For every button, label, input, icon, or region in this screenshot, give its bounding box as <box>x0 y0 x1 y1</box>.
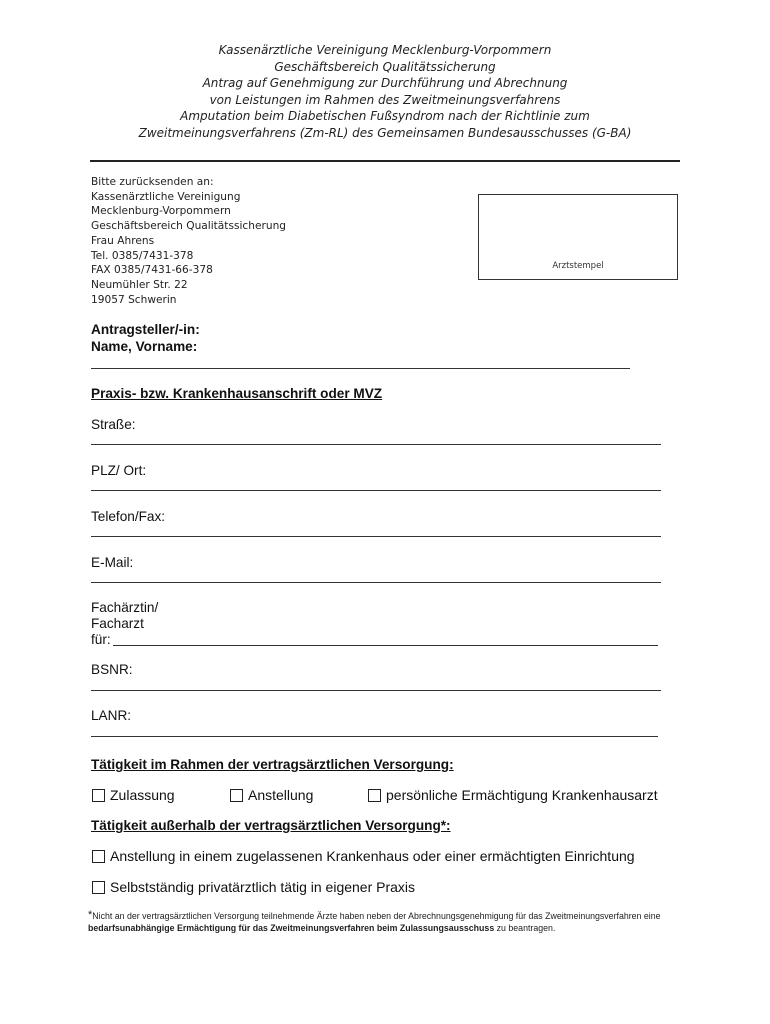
specialist-label-1: Fachärztin/ <box>91 600 159 615</box>
lanr-label: LANR: <box>91 708 132 723</box>
checkbox[interactable] <box>368 789 381 802</box>
footnote-asterisk: * <box>88 909 93 921</box>
street-input-line[interactable] <box>91 444 661 445</box>
header-line: Antrag auf Genehmigung zur Durchführung und Abrechnung <box>202 76 568 91</box>
footnote-text: Nicht an der vertragsärztlichen Versorgung teilnehmende Ärzte haben neben der Abrechnungsgenehmigung für das Zweitmeinungsverfahren eine <box>92 911 661 921</box>
document-header <box>60 42 710 142</box>
city-input-line[interactable] <box>91 490 661 491</box>
option-label: Anstellung <box>248 787 314 803</box>
city-label: PLZ/ Ort: <box>91 463 147 478</box>
address-line: Kassenärztliche Vereinigung <box>91 190 241 203</box>
address-line: Mecklenburg-Vorpommern <box>91 205 231 218</box>
checkbox[interactable] <box>92 850 105 863</box>
address-line: 19057 Schwerin <box>91 293 177 306</box>
option-krankenhaus-anstellung[interactable] <box>92 848 635 864</box>
lanr-input-line[interactable] <box>91 736 658 737</box>
option-label: persönliche Ermächtigung Krankenhausarzt <box>386 787 658 803</box>
name-label: Name, Vorname: <box>91 339 198 354</box>
email-label: E-Mail: <box>91 555 134 570</box>
phone-fax-input-line[interactable] <box>91 536 661 537</box>
option-privatpraxis[interactable] <box>92 879 415 895</box>
address-line: Geschäftsbereich Qualitätssicherung <box>91 220 287 233</box>
header-line: Kassenärztliche Vereinigung Mecklenburg-Vorpommern <box>218 43 552 57</box>
header-line: Geschäftsbereich Qualitätssicherung <box>274 59 496 74</box>
specialist-label-3: für: <box>91 632 111 647</box>
bsnr-input-line[interactable] <box>91 690 661 691</box>
footnote <box>88 910 668 935</box>
address-line: Neumühler Str. 22 <box>91 278 188 291</box>
option-label: Selbstständig privatärztlich tätig in eigener Praxis <box>110 879 416 895</box>
stamp-label: Arztstempel <box>552 261 604 271</box>
option-label: Zulassung <box>110 787 175 803</box>
address-line: Frau Ahrens <box>91 234 155 247</box>
outside-care-title: Tätigkeit außerhalb der vertragsärztlichen Versorgung*: <box>91 818 451 833</box>
checkbox[interactable] <box>230 789 243 802</box>
checkbox[interactable] <box>92 789 105 802</box>
header-line: von Leistungen im Rahmen des Zweitmeinungsverfahrens <box>209 92 561 107</box>
option-anstellung[interactable] <box>230 787 313 803</box>
inside-care-title: Tätigkeit im Rahmen der vertragsärztlichen Versorgung: <box>91 757 454 772</box>
practice-section-title: Praxis- bzw. Krankenhausanschrift oder MVZ <box>91 386 383 401</box>
option-zulassung[interactable] <box>92 787 175 803</box>
header-line: Amputation beim Diabetischen Fußsyndrom nach der Richtlinie zum <box>180 109 590 124</box>
bsnr-label: BSNR: <box>91 662 133 677</box>
option-label: Anstellung in einem zugelassenen Krankenhaus oder einer ermächtigten Einrichtung <box>110 848 635 864</box>
footnote-text-end: zu beantragen. <box>494 922 556 933</box>
address-line: Tel. 0385/7431-378 <box>91 249 194 262</box>
footnote-bold-text: bedarfsunabhängige Ermächtigung für das Zweitmeinungsverfahren beim Zulassungsausschuss <box>88 922 495 933</box>
checkbox[interactable] <box>92 881 105 894</box>
header-divider <box>90 160 680 162</box>
address-line: FAX 0385/7431-66-378 <box>91 264 213 277</box>
phone-fax-label: Telefon/Fax: <box>91 509 166 524</box>
street-label: Straße: <box>91 417 136 432</box>
header-line: Zweitmeinungsverfahrens (Zm-RL) des Gemeinsamen Bundesausschusses (G-BA) <box>138 125 632 140</box>
name-input-line[interactable] <box>91 368 630 369</box>
return-address <box>91 175 286 307</box>
email-input-line[interactable] <box>91 582 661 583</box>
doctor-stamp-box[interactable] <box>478 194 678 280</box>
specialist-label-2: Facharzt <box>91 616 144 631</box>
specialist-input-line[interactable] <box>113 645 658 646</box>
option-ermaechtigung[interactable] <box>368 787 658 803</box>
applicant-title: Antragsteller/-in: <box>91 322 200 337</box>
address-line: Bitte zurücksenden an: <box>91 176 214 188</box>
